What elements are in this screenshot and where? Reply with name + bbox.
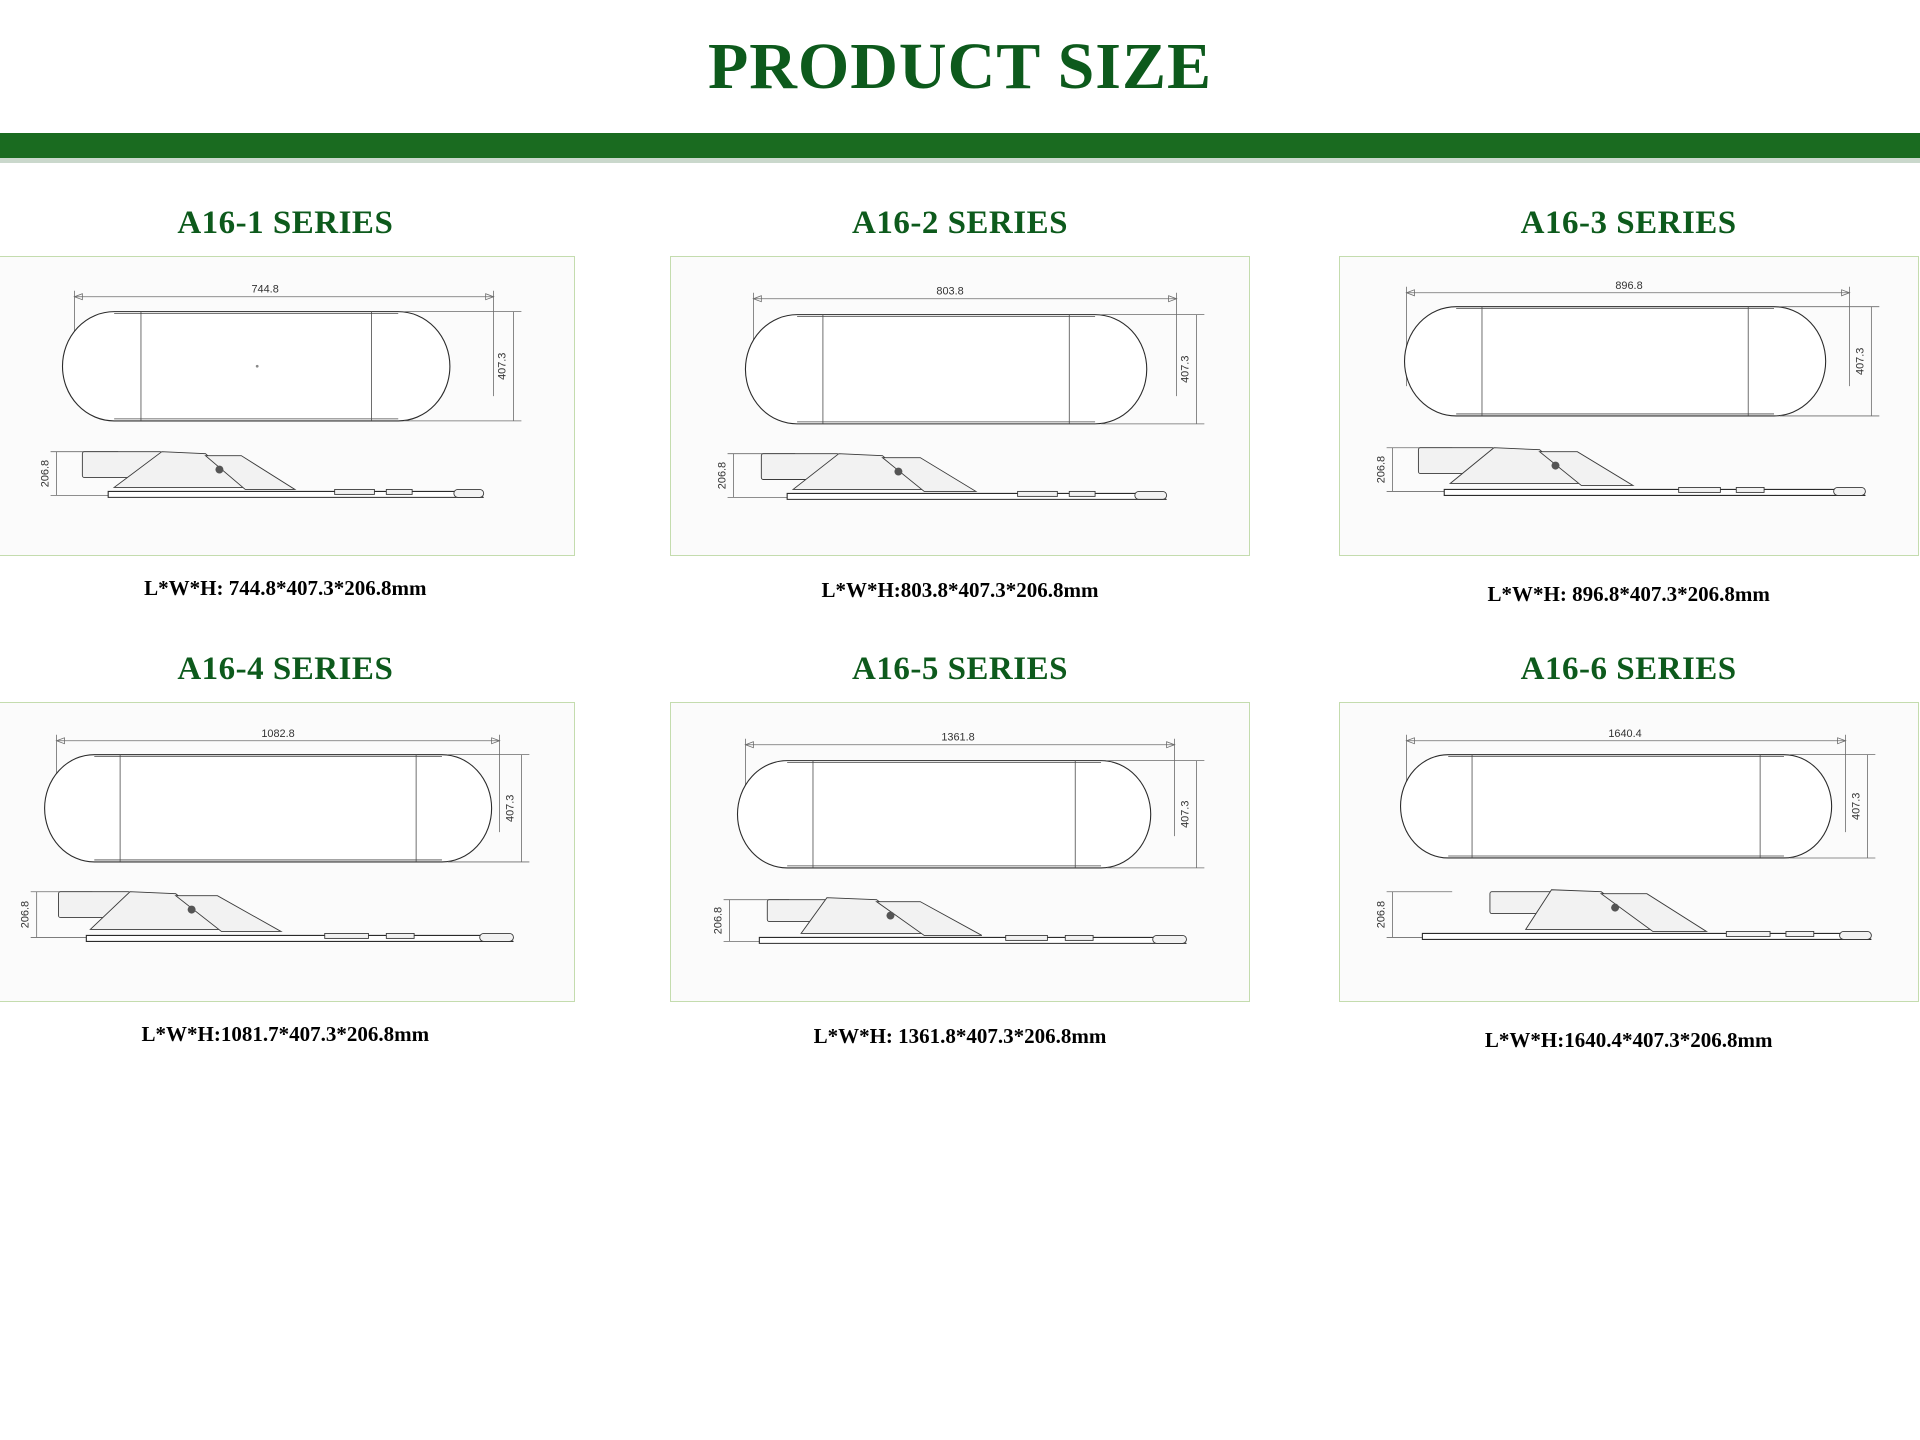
product-title: A16-5 SERIES	[852, 651, 1068, 688]
product-title: A16-6 SERIES	[1520, 651, 1737, 688]
product-drawing	[0, 256, 575, 556]
width-dimension-label: 407.3	[1179, 355, 1192, 384]
height-dimension-label: 206.8	[712, 907, 725, 935]
product-title: A16-3 SERIES	[1520, 205, 1737, 242]
page-title: PRODUCT SIZE	[707, 30, 1213, 103]
width-dimension-label: 407.3	[1179, 800, 1192, 829]
product-caption: L*W*H: 1361.8*407.3*206.8mm	[813, 1024, 1107, 1049]
divider-shadow	[0, 158, 1920, 163]
height-dimension-label: 206.8	[39, 460, 52, 488]
product-title: A16-4 SERIES	[177, 651, 394, 688]
height-dimension-label: 206.8	[716, 462, 729, 490]
product-caption: L*W*H:803.8*407.3*206.8mm	[821, 578, 1099, 603]
product-card	[20, 651, 647, 1053]
product-card	[20, 205, 647, 607]
width-dimension-label: 407.3	[1854, 347, 1867, 376]
product-caption: L*W*H:1081.7*407.3*206.8mm	[141, 1022, 430, 1047]
length-dimension-label: 1640.4	[1608, 728, 1642, 741]
product-card	[647, 651, 1274, 1053]
title-divider	[0, 133, 1920, 167]
length-dimension-label: 744.8	[251, 284, 280, 297]
length-dimension-label: 896.8	[1615, 280, 1643, 293]
product-drawing	[670, 702, 1250, 1002]
product-title: A16-2 SERIES	[852, 205, 1068, 242]
product-card	[647, 205, 1274, 607]
length-dimension-label: 1082.8	[261, 728, 296, 741]
product-caption: L*W*H: 744.8*407.3*206.8mm	[144, 576, 427, 601]
length-dimension-label: 1361.8	[941, 732, 975, 745]
product-card	[1273, 651, 1900, 1053]
product-drawing	[1339, 702, 1919, 1002]
product-drawing	[0, 702, 575, 1002]
width-dimension-label: 407.3	[504, 794, 517, 823]
product-drawing	[1339, 256, 1919, 556]
product-grid	[0, 205, 1920, 1053]
product-drawing	[670, 256, 1250, 556]
product-caption: L*W*H:1640.4*407.3*206.8mm	[1484, 1028, 1773, 1053]
width-dimension-label: 407.3	[496, 352, 509, 381]
product-card	[1273, 205, 1900, 607]
divider-bar	[0, 133, 1920, 158]
width-dimension-label: 407.3	[1850, 792, 1863, 821]
product-title: A16-1 SERIES	[177, 205, 394, 242]
height-dimension-label: 206.8	[1375, 456, 1388, 484]
height-dimension-label: 206.8	[1375, 901, 1388, 929]
height-dimension-label: 206.8	[20, 901, 33, 929]
length-dimension-label: 803.8	[936, 286, 964, 299]
product-caption: L*W*H: 896.8*407.3*206.8mm	[1487, 582, 1770, 607]
